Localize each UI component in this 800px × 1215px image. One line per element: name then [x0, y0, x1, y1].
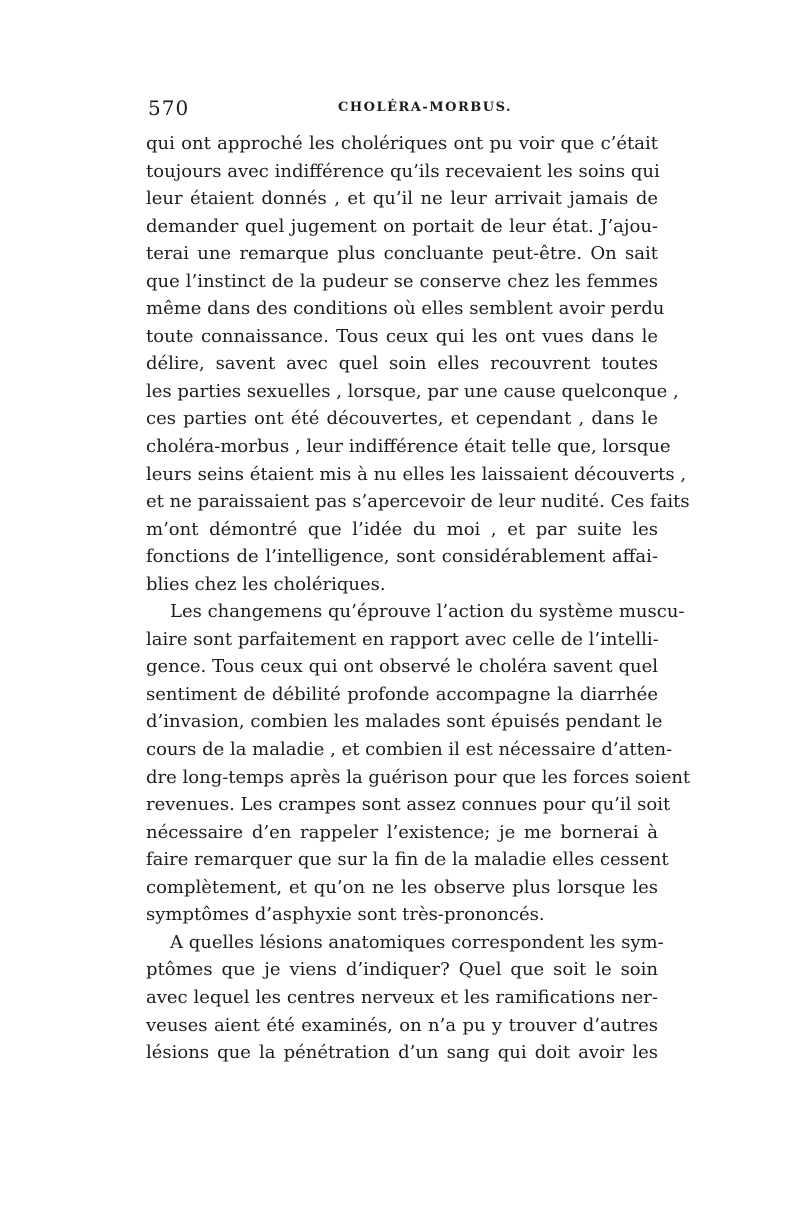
text-line: qui ont approché les cholériques ont pu voir que c’était [146, 133, 658, 154]
running-title: CHOLÉRA-MORBUS. [338, 100, 513, 115]
text-line: les parties sexuelles , lorsque, par une cause quelconque , [146, 380, 679, 402]
text-line: revenues. Les crampes sont assez connues pour qu’il soit [146, 794, 671, 816]
text-line: leur étaient donnés , et qu’il ne leur arrivait jamais de [146, 188, 658, 210]
page-number: 570 [148, 96, 190, 120]
text-line: veuses aient été examinés, on n’a pu y trouver d’autres [146, 1014, 658, 1036]
text-line: même dans des conditions où elles semblent avoir perdu [146, 298, 665, 320]
text-line: complètement, et qu’on ne les observe plus lorsque les [146, 876, 658, 898]
text-line: délire, savent avec quel soin elles recouvrent toutes [146, 353, 658, 375]
paragraph [146, 598, 691, 929]
text-line: toujours avec indifférence qu’ils recevaient les soins qui [146, 160, 660, 182]
text-line: Les changemens qu’éprouve l’action du système muscu- [170, 601, 685, 623]
paragraph-container [146, 130, 691, 1067]
text-line: et ne paraissaient pas s’apercevoir de leur nudité. Ces faits [146, 491, 690, 513]
body-text [146, 130, 691, 1067]
text-line: terai une remarque plus concluante peut-être. On sait [146, 243, 658, 265]
text-line: faire remarquer que sur la fin de la maladie elles cessent [146, 849, 669, 871]
text-line: symptômes d’asphyxie sont très-prononcés. [146, 904, 545, 926]
text-line: d’invasion, combien les malades sont épuisés pendant le [146, 711, 663, 733]
text-line: laire sont parfaitement en rapport avec celle de l’intelli- [146, 628, 659, 650]
text-line: cours de la maladie , et combien il est nécessaire d’atten- [146, 739, 673, 761]
text-line: leurs seins étaient mis à nu elles les laissaient découverts , [146, 463, 687, 485]
text-line: lésions que la pénétration d’un sang qui doit avoir les [146, 1042, 658, 1064]
text-line: choléra-morbus , leur indifférence était telle que, lorsque [146, 436, 671, 458]
text-line: dre long-temps après la guérison pour que les forces soient [146, 766, 691, 788]
paragraph [146, 130, 690, 598]
text-line: A quelles lésions anatomiques correspondent les sym- [170, 931, 664, 953]
text-line: que l’instinct de la pudeur se conserve chez les femmes [146, 270, 658, 292]
text-line: toute connaissance. Tous ceux qui les ont vues dans le [146, 325, 658, 347]
text-line: ces parties ont été découvertes, et cependant , dans le [146, 408, 658, 430]
text-line: gence. Tous ceux qui ont observé le choléra savent quel [146, 656, 658, 678]
text-line: sentiment de débilité profonde accompagne la diarrhée [146, 683, 658, 705]
text-line: blies chez les cholériques. [146, 573, 386, 595]
paragraph [146, 929, 664, 1067]
running-head [148, 96, 658, 122]
text-line: demander quel jugement on portait de leur état. J’ajou- [146, 215, 658, 237]
text-line: fonctions de l’intelligence, sont considérablement affai- [146, 546, 658, 568]
text-line: nécessaire d’en rappeler l’existence; je me bornerai à [146, 821, 658, 843]
text-line: avec lequel les centres nerveux et les ramifications ner- [146, 986, 658, 1008]
text-line: m’ont démontré que l’idée du moi , et par suite les [146, 518, 658, 540]
text-line: ptômes que je viens d’indiquer? Quel que soit le soin [146, 959, 658, 981]
